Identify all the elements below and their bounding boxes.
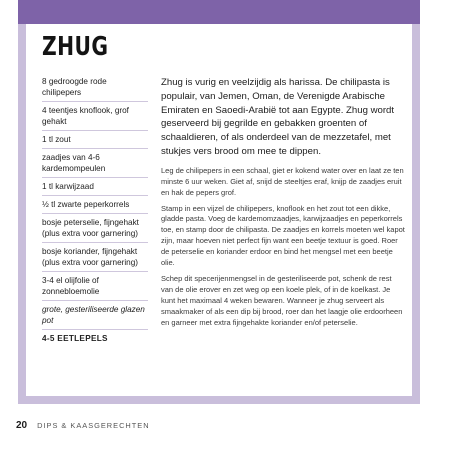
ingredient-list	[42, 76, 148, 350]
ingredient-item: 3-4 el olijfolie of zonnebloemolie	[42, 275, 148, 301]
ingredient-item: 1 tl karwijzaad	[42, 181, 148, 196]
ingredient-item: ½ tl zwarte peperkorrels	[42, 199, 148, 214]
recipe-page	[18, 24, 420, 404]
ingredient-item: 8 gedroogde rode chilipepers	[42, 76, 148, 102]
method-step: Schep dit specerijenmengsel in de gesteriliseerde pot, schenk de rest van de olie erover en zet weg op een koele plek, of in de koelkast. Je kunt het maximaal 4 weken bewaren. Wanneer je zhug serveert als smaakmaker of als een dip bij brood, roer dan het laagje olie erdoorheen en garneer met extra fijngehakte koriander en/of peterselie.	[161, 273, 403, 327]
ingredient-item: bosje peterselie, fijngehakt (plus extra voor garnering)	[42, 217, 148, 243]
method-column	[161, 76, 405, 333]
ingredient-item: bosje koriander, fijngehakt (plus extra voor garnering)	[42, 246, 148, 272]
ingredient-item: zaadjes van 4-6 kardemompeulen	[42, 152, 148, 178]
method-step: Stamp in een vijzel de chilipepers, knoflook en het zout tot een dikke, gladde pasta. Voeg de kardemomzaadjes, karwijzaadjes en peperkorrels toe, en stamp door de chilipasta. De zaadjes en korrels moeten wel kapot zijn, maar hoeven niet perfect fijn want een beetje textuur is goed. Roer de peterselie en koriander erdoor en bind het mengsel met een beetje olie.	[161, 203, 405, 268]
page-footer	[16, 420, 150, 434]
ingredient-item: 4 teentjes knoflook, grof gehakt	[42, 105, 148, 131]
recipe-intro: Zhug is vurig en veelzijdig als harissa. De chilipasta is populair, van Jemen, Oman, de Verenigde Arabische Emiraten en Saoedi-Arabië tot aan Egypte. Zhug wordt geserveerd bij gegrilde en gebakken groenten of schaaldieren, of als onderdeel van de mezzetafel, met stukjes vers brood om mee te dippen.	[161, 77, 395, 157]
recipe-title: ZHUG	[42, 32, 109, 62]
ingredient-item: 1 tl zout	[42, 134, 148, 149]
header-color-band	[18, 0, 420, 24]
section-name: DIPS & KAASGERECHTEN	[37, 421, 150, 430]
yield-label: 4-5 EETLEPELS	[42, 334, 108, 343]
ingredient-item-equipment: grote, gesteriliseerde glazen pot	[42, 304, 148, 330]
page-number: 20	[16, 420, 28, 431]
method-step: Leg de chilipepers in een schaal, giet er kokend water over en laat ze ten minste 6 uur weken. Giet af, snijd de steeltjes eraf, knijp de zaadjes eruit en hak de pepers grof.	[161, 165, 404, 197]
